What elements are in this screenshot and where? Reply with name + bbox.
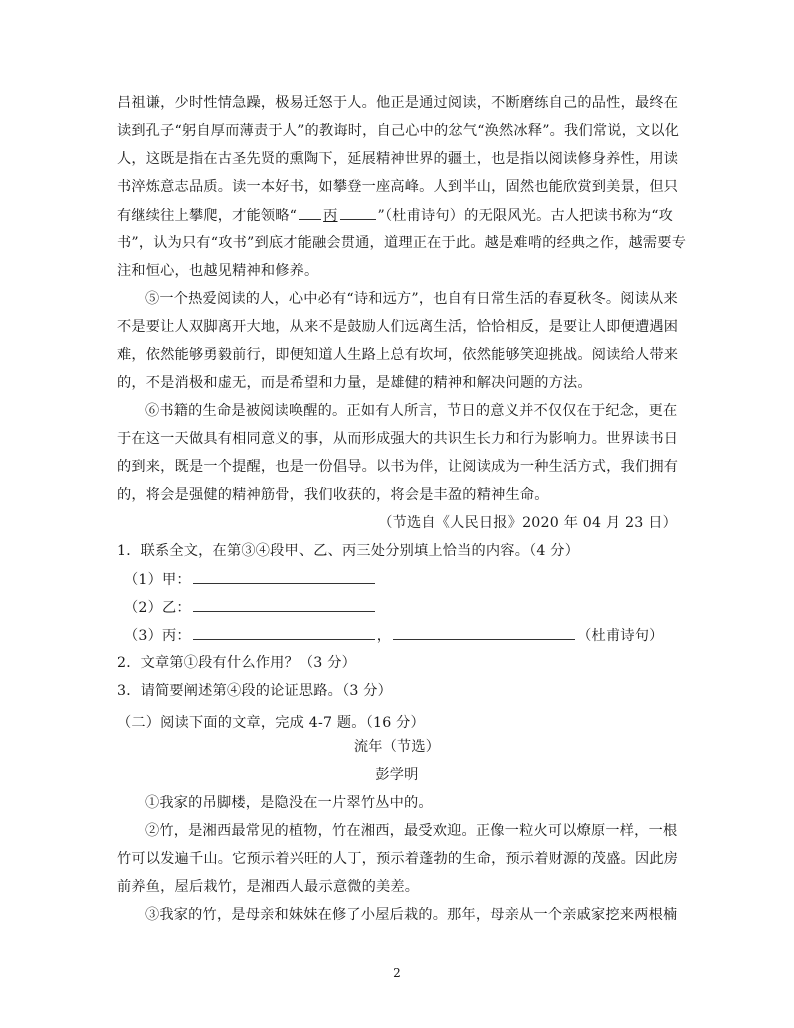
text-line: 注和恒心，也越见精神和修养。 <box>117 263 319 279</box>
section-2-heading: （二）阅读下面的文章，完成 4-7 题。（16 分） <box>117 715 425 731</box>
answer-blank[interactable] <box>193 597 375 612</box>
q1-bing-note: （杜甫诗句） <box>577 628 664 644</box>
blank-underline <box>299 205 321 220</box>
blank-marker: 丙 <box>323 208 338 224</box>
text-line: 竹可以发遍千山。它预示着兴旺的人丁，预示着蓬勃的生命，预示着财源的茂盛。因此房 <box>117 851 679 867</box>
text-line: 不是要让人双脚离开大地，从来不是鼓励人们远离生活，恰恰相反，是要让人即便遭遇困 <box>117 319 679 335</box>
text-line: 难，依然能够勇毅前行，即便知道人生路上总有坎坷，依然能够笑迎挑战。阅读给人带来 <box>117 347 679 363</box>
text-line: 书”，认为只有“攻书”到底才能融会贯通，道理正在于此。越是难啃的经典之作，越需要专 <box>117 235 687 251</box>
text-line: 吕祖谦，少时性情急躁，极易迁怒于人。他正是通过阅读，不断磨练自己的品性，最终在 <box>117 95 679 111</box>
text-line: ③我家的竹，是母亲和妹妹在修了小屋后栽的。那年，母亲从一个亲戚家挖来两根楠 <box>145 907 678 923</box>
article-author: 彭学明 <box>375 767 419 783</box>
article-title: 流年（节选） <box>353 739 441 755</box>
q1-yi-line <box>124 597 684 618</box>
text-line-with-blank <box>117 205 677 226</box>
text-line: 于在这一天做具有相同意义的事，从而形成强大的共识生长力和行为影响力。世界读书日 <box>117 431 679 447</box>
q1-yi-label: （2）乙： <box>124 600 191 616</box>
question-3: 3．请简要阐述第④段的论证思路。（3 分） <box>117 683 393 699</box>
q1-bing-line <box>124 625 684 646</box>
text-segment: ”（杜甫诗句）的无限风光。古人把读书称为“攻 <box>377 208 674 224</box>
text-line: ⑤一个热爱阅读的人，心中必有“诗和远方”，也自有日常生活的春夏秋冬。阅读从来 <box>145 291 678 307</box>
answer-blank[interactable] <box>393 625 575 640</box>
answer-blank[interactable] <box>193 569 375 584</box>
question-2: 2．文章第①段有什么作用？（3 分） <box>117 655 356 671</box>
q1-bing-label: （3）丙： <box>124 628 191 644</box>
text-line: 的，不是消极和虚无，而是希望和力量，是雄健的精神和解决问题的方法。 <box>117 375 592 391</box>
text-line: 的，将会是强健的精神筋骨，我们收获的，将会是丰盈的精神生命。 <box>117 487 549 503</box>
page-number: 2 <box>393 966 401 980</box>
question-1: 1．联系全文，在第③④段甲、乙、丙三处分别填上恰当的内容。（4 分） <box>117 543 580 559</box>
source-citation: （节选自《人民日报》2020 年 04 月 23 日） <box>378 515 677 531</box>
comma: ， <box>376 628 392 644</box>
text-line: 前养鱼，屋后栽竹，是湘西人最示意微的美差。 <box>117 879 420 895</box>
text-line: ②竹，是湘西最常见的植物，竹在湘西，最受欢迎。正像一粒火可以燎原一样，一根 <box>145 823 678 839</box>
text-line: 人，这既是指在古圣先贤的熏陶下，延展精神世界的疆土，也是指以阅读修身养性，用读 <box>117 151 679 167</box>
text-line: 书淬炼意志品质。读一本好书，如攀登一座高峰。人到半山，固然也能欣赏到美景，但只 <box>117 179 679 195</box>
text-line: 读到孔子“躬自厚而薄责于人”的教诲时，自己心中的忿气“涣然冰释”。我们常说，文以化 <box>117 123 680 139</box>
text-line: 的到来，既是一个提醒，也是一份倡导。以书为伴，让阅读成为一种生活方式，我们拥有 <box>117 459 679 475</box>
answer-blank[interactable] <box>193 625 375 640</box>
q1-jia-line <box>124 569 684 590</box>
text-line: ①我家的吊脚楼，是隐没在一片翠竹丛中的。 <box>145 795 433 811</box>
text-segment: 有继续往上攀爬，才能领略“ <box>117 208 298 224</box>
q1-jia-label: （1）甲： <box>124 572 191 588</box>
blank-underline <box>340 205 376 220</box>
text-line: ⑥书籍的生命是被阅读唤醒的。正如有人所言，节日的意义并不仅仅在于纪念，更在 <box>145 403 678 419</box>
